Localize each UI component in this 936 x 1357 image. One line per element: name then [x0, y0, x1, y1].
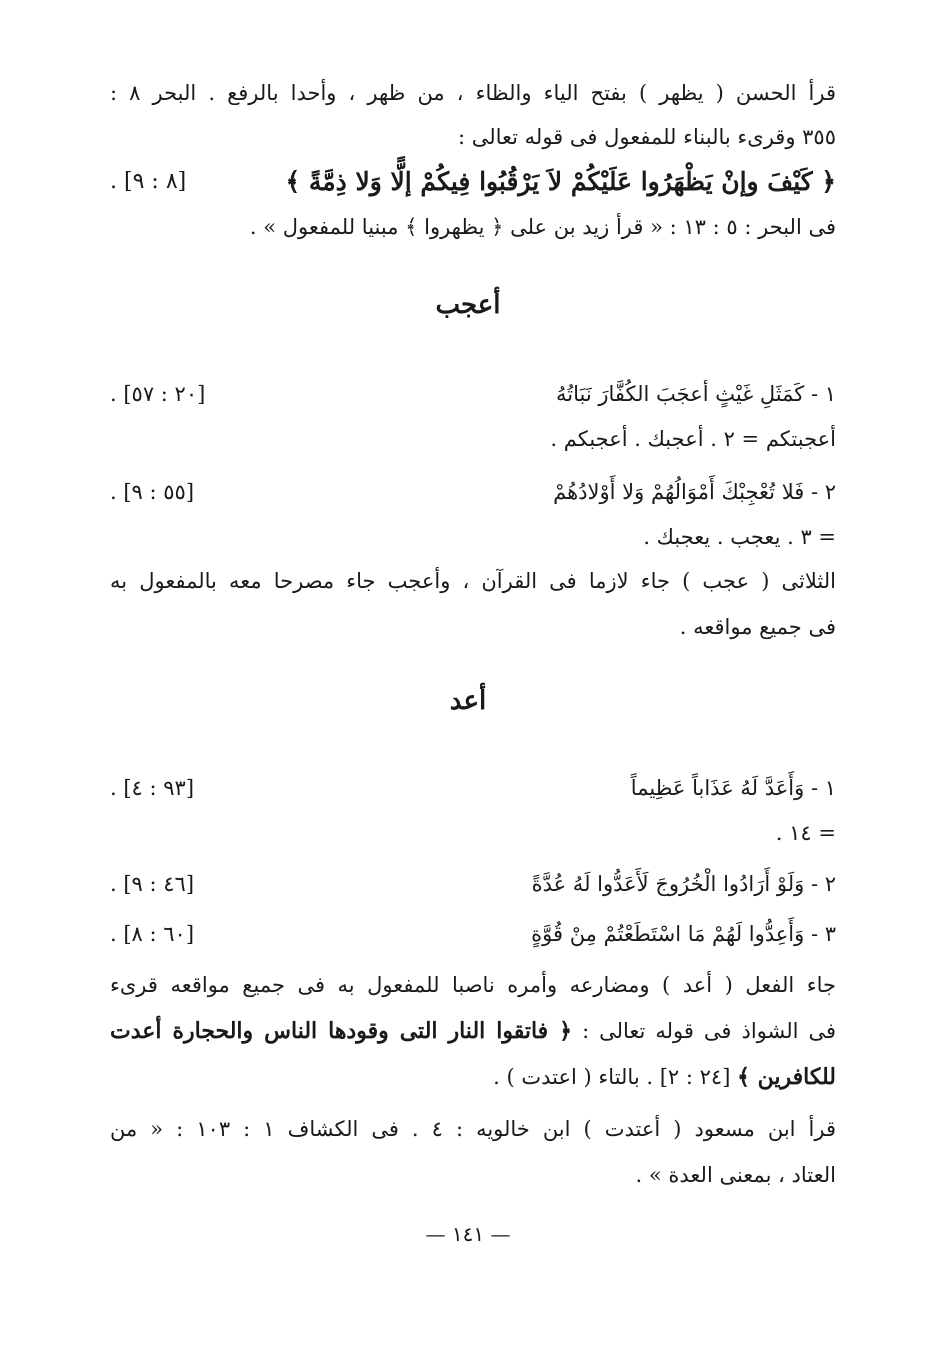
verse-text: ١ - وَأَعَدَّ لَهُ عَذَاباً عَظِيماً — [630, 776, 836, 800]
intro-line-4: فى البحر : ٥ : ١٣ : « قرأ زيد بن على ﴿ يظهروا ﴾ مبنيا للمفعول » . — [249, 215, 836, 239]
verse-entry — [110, 918, 836, 950]
verse-reference: . [٥٥ : ٩] — [110, 480, 195, 504]
verse-entry — [110, 868, 836, 900]
para-text: فى الشواذ فى قوله تعالى : — [582, 1019, 837, 1043]
verse-text: ٢ - وَلَوْ أَرَادُوا الْخُرُوجَ لَأَعَدُّوا لَهُ عُدَّةً — [531, 872, 836, 896]
quran-quote: للكافرين ﴾ — [737, 1064, 836, 1090]
section2-para1-line-1: جاء الفعل ( أعد ) ومضارعه وأمره ناصبا للمفعول به فى جميع مواقعه قرىء — [110, 973, 836, 997]
verse-entry — [110, 378, 836, 410]
verse-entry — [110, 772, 836, 804]
quran-quote: ﴿ فاتقوا النار التى وقودها الناس والحجارة أعدت — [110, 1018, 573, 1044]
intro-quran-line — [110, 166, 836, 202]
verse-text: ٣ - وَأَعِدُّوا لَهُمْ مَا اسْتَطَعْتُمْ مِنْ قُوَّةٍ — [531, 922, 836, 946]
verse-text: ٢ - فَلا تُعْجِبْكَ أَمْوَالُهُمْ وَلا أَوْلادُهُمْ — [553, 480, 836, 504]
section2-para2-line-2: العتاد ، بمعنى العدة » . — [635, 1163, 836, 1187]
section1-note-2: = ٣ . يعجب . يعجبك . — [643, 525, 836, 549]
verse-reference: . [٦٠ : ٨] — [110, 922, 195, 946]
verse-text: ١ - كَمَثَلِ غَيْثٍ أعجَبَ الكُفَّارَ نَبَاتُهُ — [556, 382, 836, 406]
verse-reference: . [٢٠ : ٥٧] — [110, 382, 206, 406]
verse-reference: . [٤٦ : ٩] — [110, 872, 195, 896]
section2-para2-line-1: قرأ ابن مسعود ( أعتدت ) ابن خالويه : ٤ . فى الكشاف ١ : ١٠٣ : « من — [110, 1117, 837, 1141]
section2-note-1: = ١٤ . — [775, 821, 836, 845]
section1-note-1: أعجبتكم = ٢ . أعجبك . أعجبكم . — [550, 427, 836, 451]
verse-reference: . [٩٣ : ٤] — [110, 776, 195, 800]
section1-para-line-1: الثلاثى ( عجب ) جاء لازما فى القرآن ، وأعجب جاء مصرحا معه بالمفعول به — [110, 569, 836, 593]
intro-line-2: ٣٥٥ وقرىء بالبناء للمفعول فى قوله تعالى : — [457, 125, 836, 149]
section-heading-aajab: أعجب — [435, 290, 501, 320]
verse-reference: . [٨ : ٩] — [110, 169, 187, 194]
section1-para-line-2: فى جميع مواقعه . — [679, 615, 836, 639]
intro-line-1: قرأ الحسن ( يظهر ) بفتح الياء والظاء ، من ظهر ، وأحدا بالرفع . البحر ٨ : — [110, 81, 836, 105]
verse-entry — [110, 476, 836, 508]
section-heading-aadda: أعد — [449, 686, 487, 716]
section2-para1-line-2 — [110, 1016, 836, 1046]
para-text: [٢٤ : ٢] . بالتاء ( اعتدت ) . — [493, 1065, 731, 1089]
page-number: — ١٤١ — — [425, 1222, 511, 1246]
quran-verse: ﴿ كَيْفَ وإنْ يَظْهَرُوا عَلَيْكُمْ لاَ يَرْقُبُوا فِيكُمْ إلًّا وَلا ذِمَّةً ﴾ — [285, 167, 836, 196]
section2-para1-line-3 — [110, 1062, 836, 1092]
